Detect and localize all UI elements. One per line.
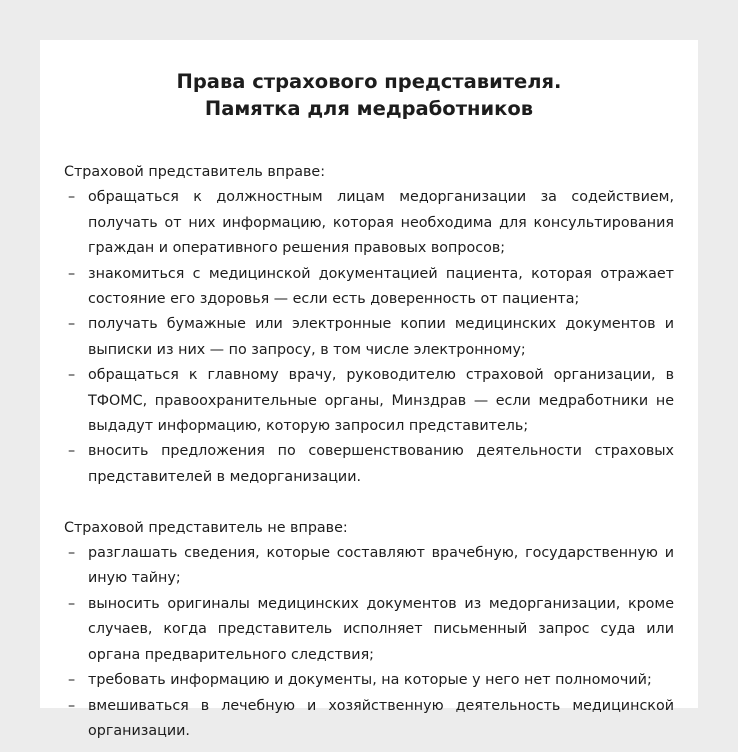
- list-item: [64, 541, 674, 592]
- list-item: [64, 592, 674, 668]
- list-item-text: получать бумажные или электронные копии медицинских документов и выписки из них — по запросу, в том числе электронному;: [88, 316, 674, 358]
- title-line-2: Памятка для медработников: [204, 97, 534, 120]
- dash-icon: –: [68, 443, 76, 460]
- rights-list: [64, 185, 674, 490]
- memo-card: [40, 40, 698, 739]
- list-item: [64, 312, 674, 363]
- prohibitions-list: [64, 541, 674, 744]
- dash-icon: –: [68, 595, 76, 612]
- dash-icon: –: [68, 545, 76, 562]
- list-item-text: обращаться к должностным лицам медорганизации за содействием, получать от них информацию, которая необходима для консультирования граждан и оперативного решения правовых вопросов;: [88, 189, 674, 257]
- dash-icon: –: [68, 265, 76, 282]
- list-item: [64, 363, 674, 439]
- list-item: [64, 185, 674, 261]
- list-item-text: требовать информацию и документы, на которые у него нет полномочий;: [88, 672, 652, 689]
- rights-intro: Страховой представитель вправе:: [64, 164, 326, 180]
- title-line-1: Права страхового представителя.: [176, 70, 562, 93]
- list-item: [64, 694, 674, 745]
- list-item-text: вмешиваться в лечебную и хозяйственную деятельность медицинской организации.: [88, 697, 674, 739]
- list-item-text: выносить оригиналы медицинских документов из медорганизации, кроме случаев, когда представитель исполняет письменный запрос суда или органа предварительного следствия;: [88, 595, 674, 663]
- dash-icon: –: [68, 316, 76, 333]
- list-item-text: разглашать сведения, которые составляют врачебную, государственную и иную тайну;: [88, 545, 674, 587]
- section-spacer: [64, 490, 674, 515]
- list-item-text: знакомиться с медицинской документацией пациента, которая отражает состояние его здоровья — если есть доверенность от пациента;: [88, 265, 674, 308]
- dash-icon: –: [68, 697, 76, 714]
- page-title: [64, 68, 674, 122]
- list-item-text: обращаться к главному врачу, руководителю страховой организации, в ТФОМС, правоохранительные органы, Минздрав — если медработники не выдадут информацию, которую запросил представитель;: [88, 367, 674, 435]
- dash-icon: –: [68, 672, 76, 689]
- list-item: [64, 262, 674, 313]
- list-item: [64, 439, 674, 490]
- dash-icon: –: [68, 367, 76, 384]
- list-item: [64, 668, 674, 693]
- dash-icon: –: [68, 189, 76, 206]
- prohibitions-intro: Страховой представитель не вправе:: [64, 519, 348, 536]
- list-item-text: вносить предложения по совершенствованию деятельности страховых представителей в медорганизации.: [88, 443, 674, 485]
